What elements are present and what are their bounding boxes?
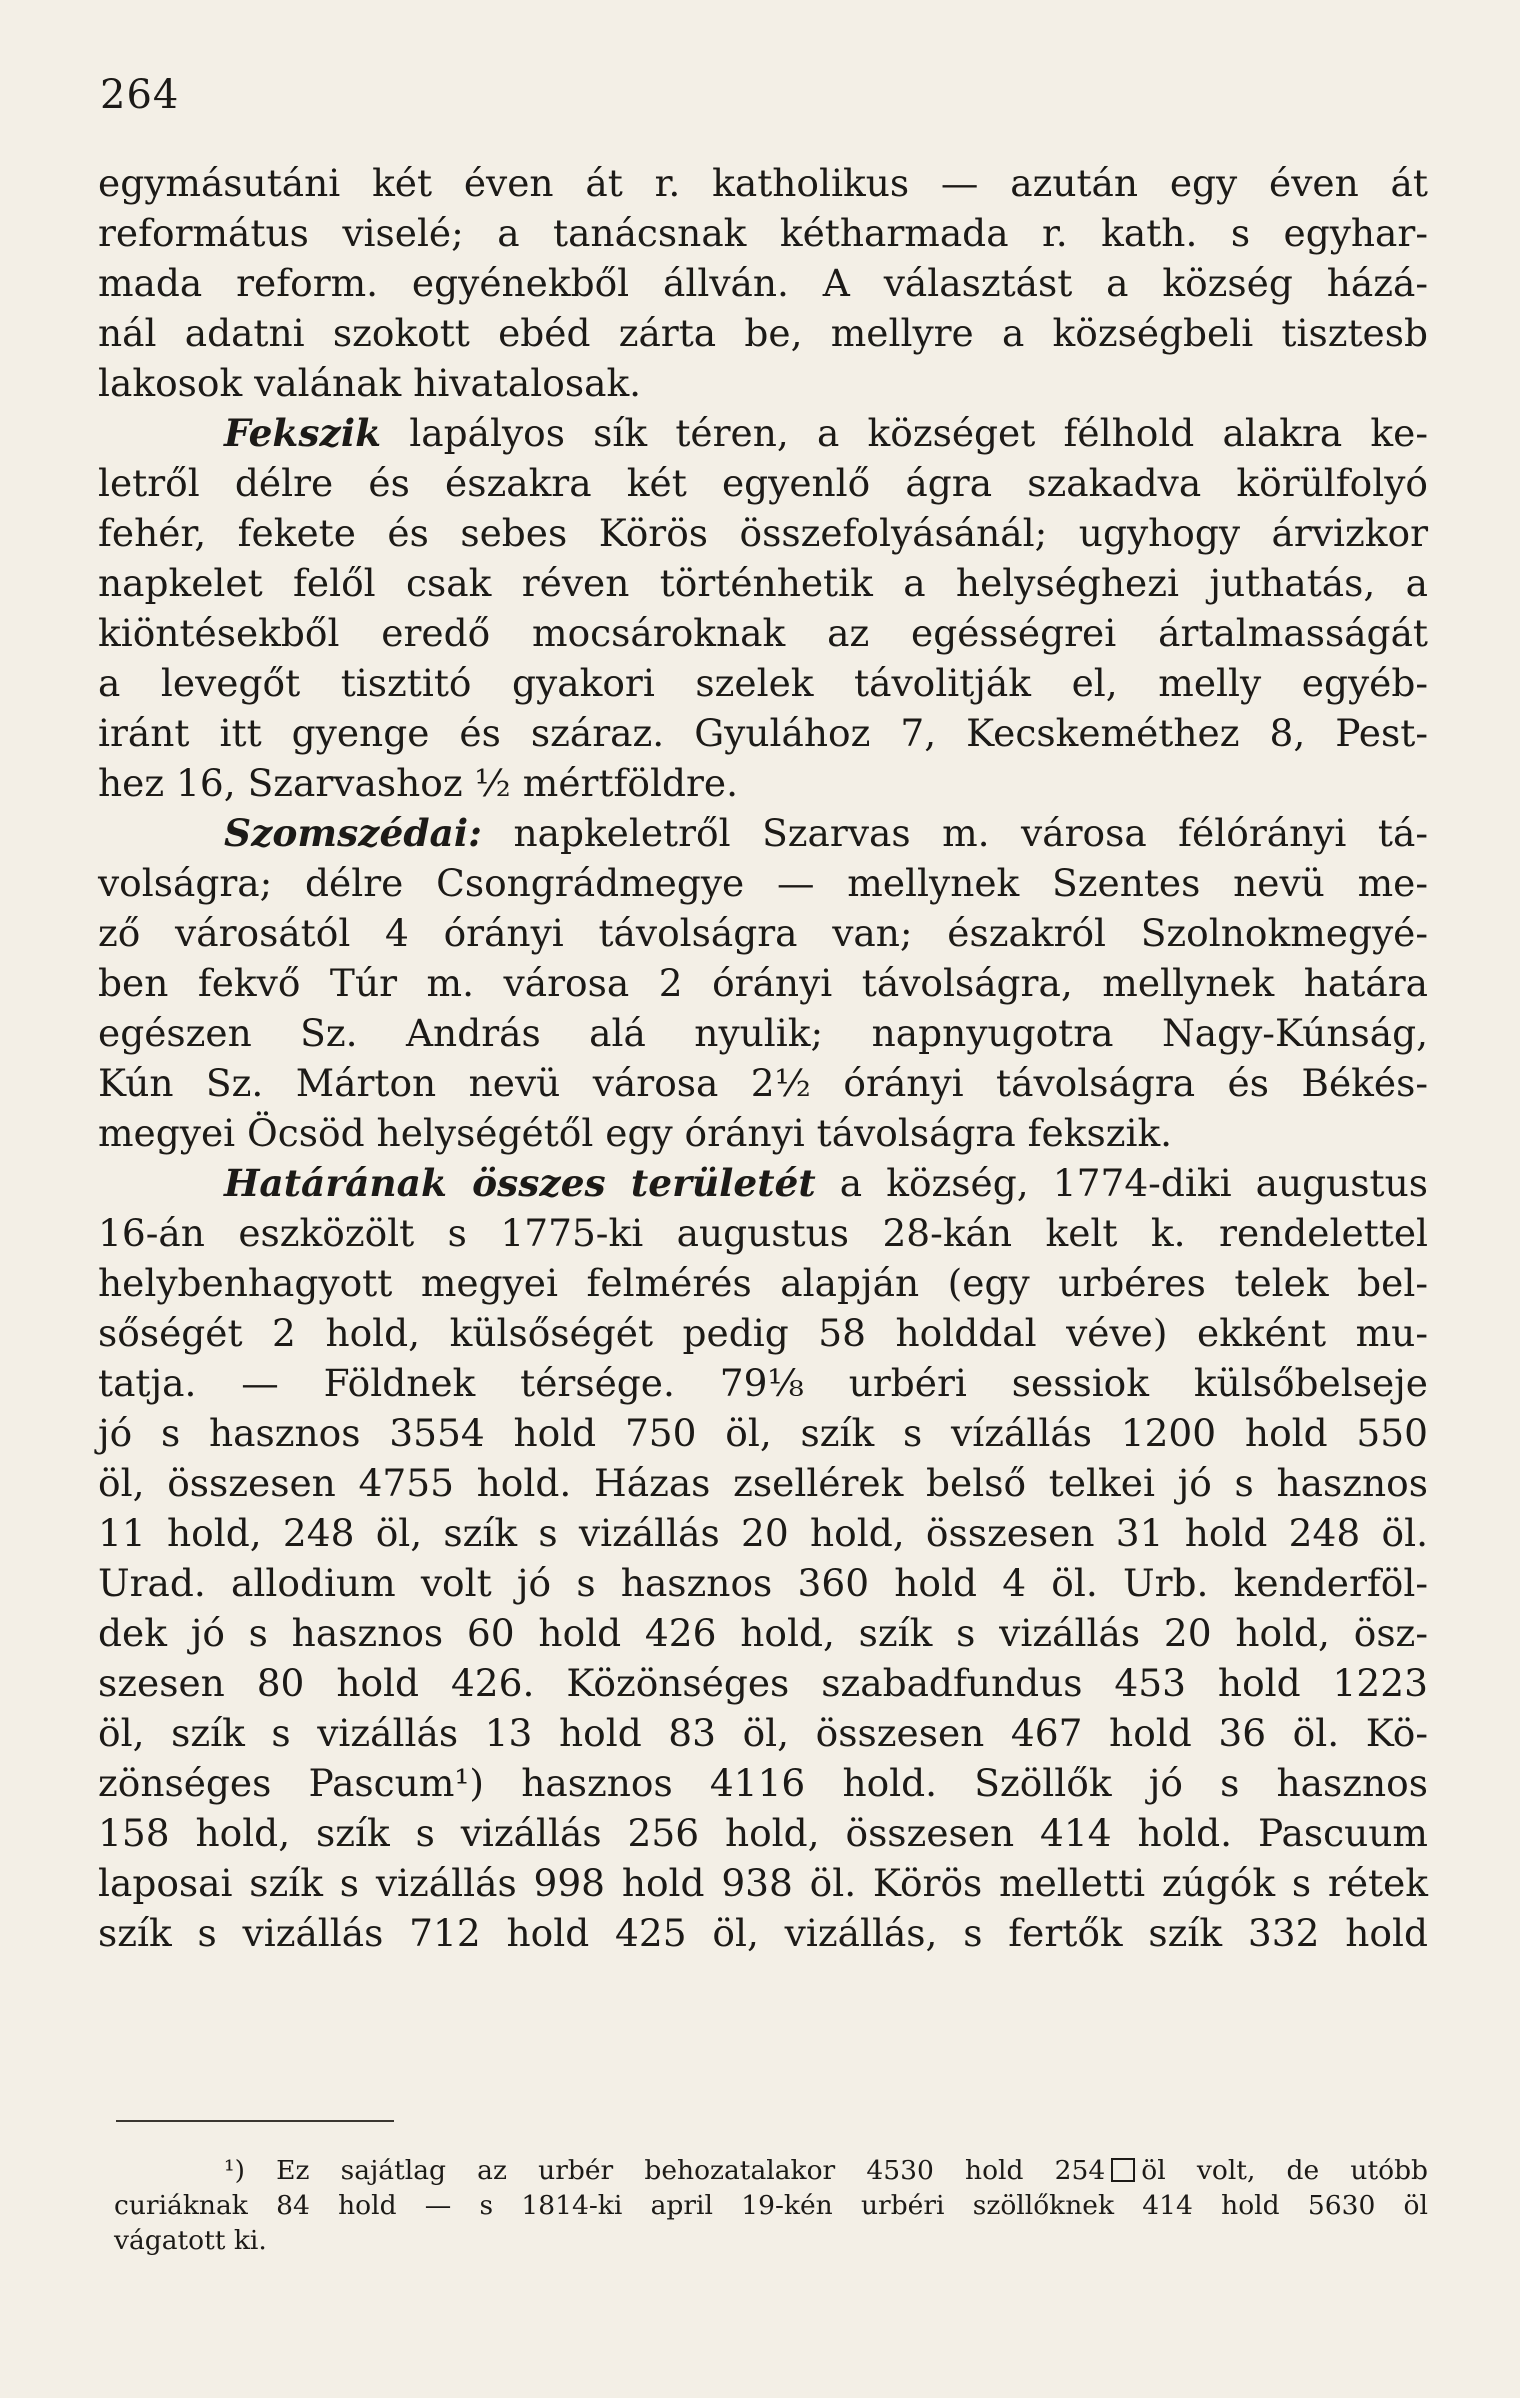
text-line: sőségét 2 hold, külsőségét pedig 58 holddal véve) ekként mu- <box>98 1311 1428 1355</box>
text-span: a község, 1774-diki augustus <box>839 1161 1429 1205</box>
text-line: 16-án eszközölt s 1775-ki augustus 28-kán kelt k. rendelettel <box>98 1211 1428 1255</box>
text-span: napkeletről Szarvas m. városa félórányi tá- <box>513 811 1429 855</box>
text-line: 11 hold, 248 öl, szík s vizállás 20 hold, összesen 31 hold 248 öl. <box>98 1511 1428 1555</box>
text-line: iránt itt gyenge és száraz. Gyulához 7, Kecskeméthez 8, Pest- <box>98 711 1428 755</box>
footnote-line: vágatott ki. <box>114 2225 267 2256</box>
text-line: tatja. — Földnek térsége. 79⅛ urbéri sessiok külsőbelseje <box>98 1361 1428 1405</box>
text-line: dek jó s hasznos 60 hold 426 hold, szík s vizállás 20 hold, ösz- <box>98 1611 1428 1655</box>
text-line: református viselé; a tanácsnak kétharmada r. kath. s egyhar- <box>98 211 1428 255</box>
paragraph-heading: Fekszik <box>224 411 382 455</box>
text-line: egészen Sz. András alá nyulik; napnyugotra Nagy-Kúnság, <box>98 1011 1428 1055</box>
paragraph-start <box>98 808 1428 858</box>
text-line: a levegőt tisztitó gyakori szelek távolitják el, melly egyéb- <box>98 661 1428 705</box>
text-span: öl volt, de utóbb <box>1141 2155 1428 2186</box>
text-line: mada reform. egyénekből állván. A választást a község házá- <box>98 261 1428 305</box>
text-line: öl, szík s vizállás 13 hold 83 öl, összesen 467 hold 36 öl. Kö- <box>98 1711 1428 1755</box>
paragraph-heading: Szomszédai: <box>224 811 482 855</box>
text-line: szík s vizállás 712 hold 425 öl, vizállás, s fertők szík 332 hold <box>98 1911 1428 1955</box>
paragraph-start <box>98 408 1428 458</box>
text-line: hez 16, Szarvashoz ½ mértföldre. <box>98 761 739 805</box>
text-line: Kún Sz. Márton nevü városa 2½ órányi távolságra és Békés- <box>98 1061 1428 1105</box>
text-span: Ez sajátlag az urbér behozatalakor 4530 hold 254 <box>276 2155 1106 2186</box>
text-line: napkelet felől csak réven történhetik a helységhezi juthatás, a <box>98 561 1428 605</box>
text-line: ző városától 4 órányi távolságra van; északról Szolnokmegyé- <box>98 911 1428 955</box>
footnote <box>114 2153 1428 2258</box>
text-line: megyei Öcsöd helységétől egy órányi távolságra fekszik. <box>98 1111 1173 1155</box>
page-number: 264 <box>100 72 180 118</box>
text-span: lapályos sík téren, a községet félhold alakra ke- <box>409 411 1428 455</box>
body-text <box>98 158 1428 1958</box>
text-line: nál adatni szokott ebéd zárta be, mellyre a községbeli tisztesb <box>98 311 1428 355</box>
text-line: szesen 80 hold 426. Közönséges szabadfundus 453 hold 1223 <box>98 1661 1428 1705</box>
footnote-divider <box>116 2120 394 2122</box>
text-line: lakosok valának hivatalosak. <box>98 361 642 405</box>
text-line: fehér, fekete és sebes Körös összefolyásánál; ugyhogy árvizkor <box>98 511 1428 555</box>
text-line: helybenhagyott megyei felmérés alapján (egy urbéres telek bel- <box>98 1261 1428 1305</box>
square-symbol-icon <box>1111 2158 1135 2182</box>
footnote-line <box>114 2153 1428 2188</box>
text-line: öl, összesen 4755 hold. Házas zsellérek belső telkei jó s hasznos <box>98 1461 1428 1505</box>
text-line: 158 hold, szík s vizállás 256 hold, összesen 414 hold. Pascuum <box>98 1811 1428 1855</box>
text-line: Urad. allodium volt jó s hasznos 360 hold 4 öl. Urb. kenderföl- <box>98 1561 1428 1605</box>
text-line: ben fekvő Túr m. városa 2 órányi távolságra, mellynek határa <box>98 961 1428 1005</box>
footnote-marker: ¹) <box>224 2155 245 2186</box>
text-line: kiöntésekből eredő mocsároknak az egésségrei ártalmasságát <box>98 611 1428 655</box>
paragraph-start <box>98 1158 1428 1208</box>
text-line: laposai szík s vizállás 998 hold 938 öl. Körös melletti zúgók s rétek <box>98 1861 1428 1905</box>
text-line: egymásutáni két éven át r. katholikus — azután egy éven át <box>98 161 1428 205</box>
text-line: volságra; délre Csongrádmegye — mellynek Szentes nevü me- <box>98 861 1428 905</box>
footnote-line: curiáknak 84 hold — s 1814-ki april 19-kén urbéri szöllőknek 414 hold 5630 öl <box>114 2190 1428 2221</box>
text-line: zönséges Pascum¹) hasznos 4116 hold. Szöllők jó s hasznos <box>98 1761 1428 1805</box>
text-line: letről délre és északra két egyenlő ágra szakadva körülfolyó <box>98 461 1428 505</box>
text-line: jó s hasznos 3554 hold 750 öl, szík s vízállás 1200 hold 550 <box>98 1411 1428 1455</box>
paragraph-heading: Határának összes területét <box>224 1161 816 1205</box>
